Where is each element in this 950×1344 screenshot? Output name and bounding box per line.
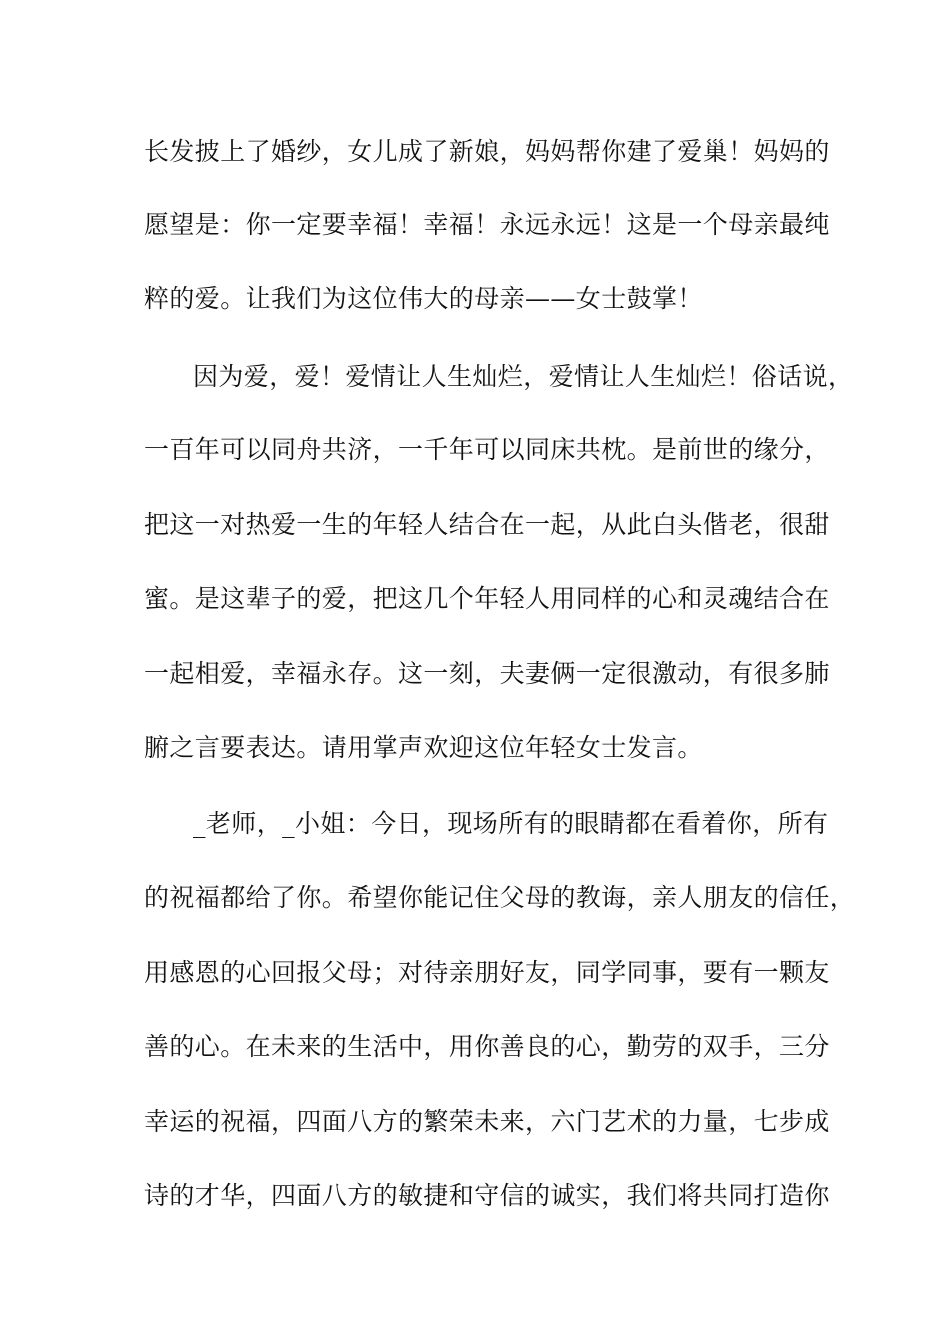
text-line: 诗的才华，四面八方的敏捷和守信的诚实，我们将共同打造你 (144, 1181, 830, 1210)
text-line: 愿望是：你一定要幸福！幸福！永远永远！这是一个母亲最纯 (144, 210, 830, 239)
text-line: 幸运的祝福，四面八方的繁荣未来，六门艺术的力量，七步成 (144, 1107, 830, 1136)
text-line: 善的心。在未来的生活中，用你善良的心，勤劳的双手，三分 (144, 1032, 830, 1061)
text-line: 蜜。是这辈子的爱，把这几个年轻人用同样的心和灵魂结合在 (144, 584, 830, 613)
text-line: 长发披上了婚纱，女儿成了新娘，妈妈帮你建了爱巢！妈妈的 (144, 137, 830, 166)
text-line: 一百年可以同舟共济，一千年可以同床共枕。是前世的缘分， (144, 435, 830, 464)
paragraph-first-line: 因为爱，爱！爱情让人生灿烂，爱情让人生灿烂！俗话说， (193, 362, 854, 391)
text-line: 的祝福都给了你。希望你能记住父母的教诲，亲人朋友的信任， (144, 883, 856, 912)
text-line: 粹的爱。让我们为这位伟大的母亲——女士鼓掌！ (144, 284, 703, 313)
paragraph-first-line: _老师，_小姐：今日，现场所有的眼睛都在看着你，所有 (193, 809, 829, 838)
text-line: 腑之言要表达。请用掌声欢迎这位年轻女士发言。 (144, 733, 703, 762)
text-line: 用感恩的心回报父母；对待亲朋好友，同学同事，要有一颗友 (144, 958, 830, 987)
text-line: 一起相爱，幸福永存。这一刻，夫妻俩一定很激动，有很多肺 (144, 659, 830, 688)
text-line: 把这一对热爱一生的年轻人结合在一起，从此白头偕老，很甜 (144, 510, 830, 539)
